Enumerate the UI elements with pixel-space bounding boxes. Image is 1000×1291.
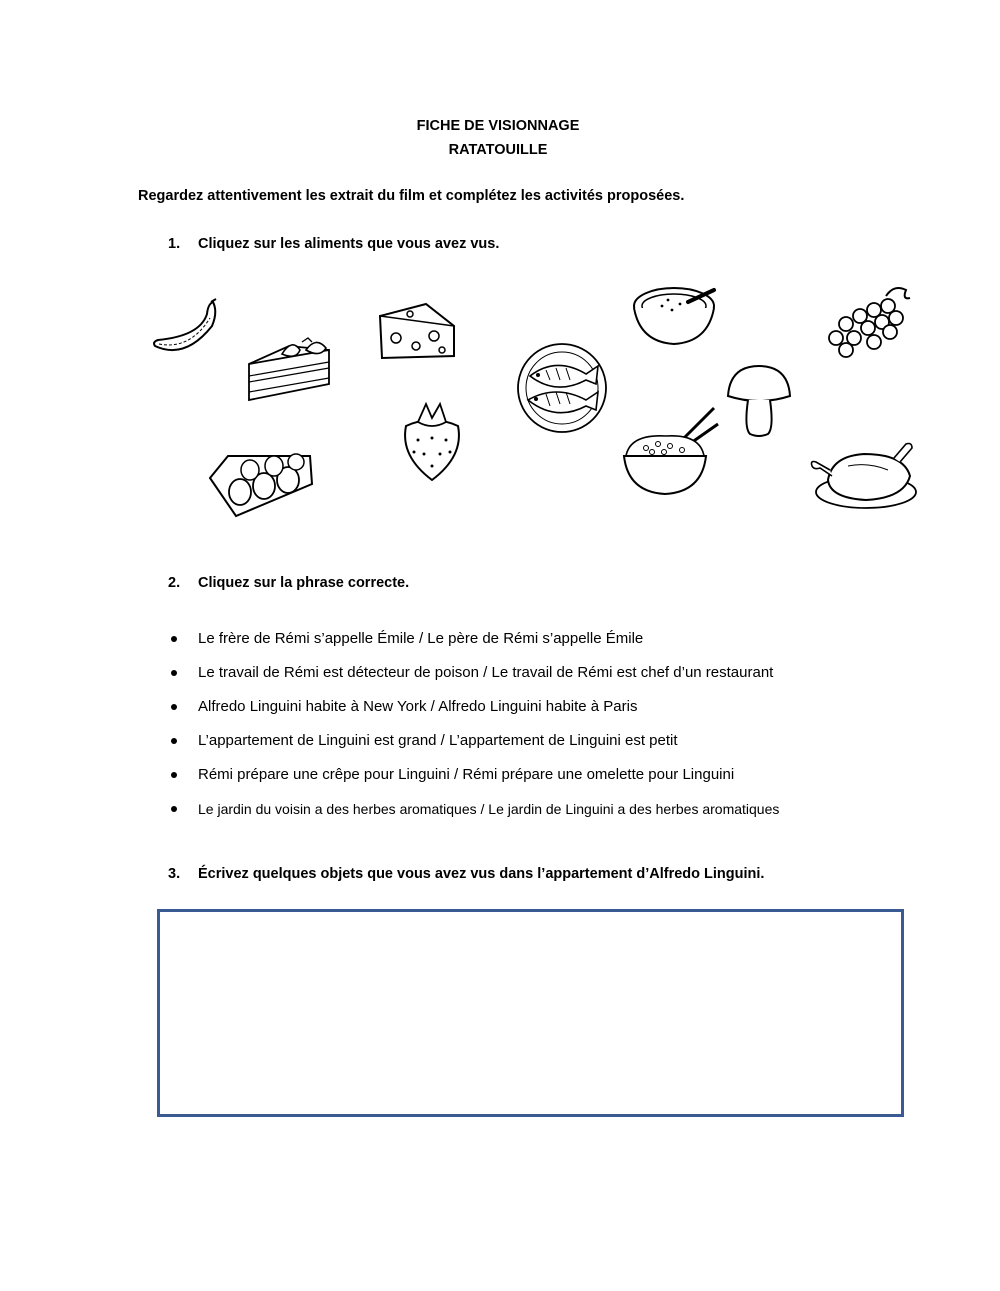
list-item [168, 662, 779, 696]
option-b[interactable]: Le père de Rémi s’appelle Émile [427, 630, 644, 647]
banana-image[interactable] [150, 298, 225, 358]
separator: / [479, 664, 492, 681]
grapes-image[interactable] [822, 282, 914, 362]
worksheet-subtitle: RATATOUILLE [448, 142, 548, 158]
list-item [168, 696, 779, 730]
list-item [168, 730, 779, 764]
worksheet-title: FICHE DE VISIONNAGE [416, 118, 580, 134]
question-2-text: Cliquez sur la phrase correcte. [198, 575, 410, 591]
option-a[interactable]: Le frère de Rémi s’appelle Émile [198, 630, 415, 647]
question-1-number: 1. [168, 236, 181, 252]
answer-text-box[interactable] [157, 909, 904, 1117]
roast-chicken-image[interactable] [808, 436, 920, 516]
question-3-text: Écrivez quelques objets que vous avez vus dans l’appartement d’Alfredo Linguini. [198, 866, 765, 882]
bullet [171, 704, 177, 710]
cake-slice-image[interactable] [244, 336, 339, 406]
bullet [171, 670, 177, 676]
option-b[interactable]: Rémi prépare une omelette pour Linguini [462, 766, 735, 783]
question-2 [168, 575, 409, 591]
bullet [171, 636, 177, 642]
question-1 [168, 236, 499, 252]
rice-bowl-image[interactable] [620, 404, 720, 498]
separator: / [476, 801, 489, 817]
option-a[interactable]: L’appartement de Linguini est grand [198, 732, 437, 749]
option-b[interactable]: Le jardin de Linguini a des herbes aromatiques [488, 801, 780, 817]
mushroom-image[interactable] [724, 362, 794, 438]
option-a[interactable]: Rémi prépare une crêpe pour Linguini [198, 766, 450, 783]
question-3 [168, 866, 764, 882]
option-b[interactable]: Le travail de Rémi est chef d’un restaurant [491, 664, 774, 681]
separator: / [426, 698, 439, 715]
fish-plate-image[interactable] [516, 340, 608, 436]
separator: / [414, 630, 428, 647]
separator: / [436, 732, 450, 749]
bullet [171, 772, 177, 778]
question-1-text: Cliquez sur les aliments que vous avez vus. [198, 236, 500, 252]
sentence-options-list [168, 628, 779, 832]
option-a[interactable]: Le jardin du voisin a des herbes aromatiques [198, 801, 477, 817]
list-item [168, 798, 779, 832]
bullet [171, 806, 177, 812]
question-2-number: 2. [168, 575, 181, 591]
option-b[interactable]: L’appartement de Linguini est petit [449, 732, 678, 749]
strawberry-image[interactable] [396, 400, 468, 482]
eggs-carton-image[interactable] [206, 446, 316, 522]
bullet [171, 738, 177, 744]
list-item [168, 628, 779, 662]
option-b[interactable]: Alfredo Linguini habite à Paris [438, 698, 638, 715]
cheese-image[interactable] [376, 300, 458, 362]
question-3-number: 3. [168, 866, 181, 882]
instructions: Regardez attentivement les extrait du film et complétez les activités proposées. [138, 188, 685, 204]
option-a[interactable]: Le travail de Rémi est détecteur de poison [198, 664, 479, 681]
list-item [168, 764, 779, 798]
option-a[interactable]: Alfredo Linguini habite à New York [198, 698, 427, 715]
separator: / [449, 766, 463, 783]
soup-bowl-image[interactable] [628, 280, 722, 350]
